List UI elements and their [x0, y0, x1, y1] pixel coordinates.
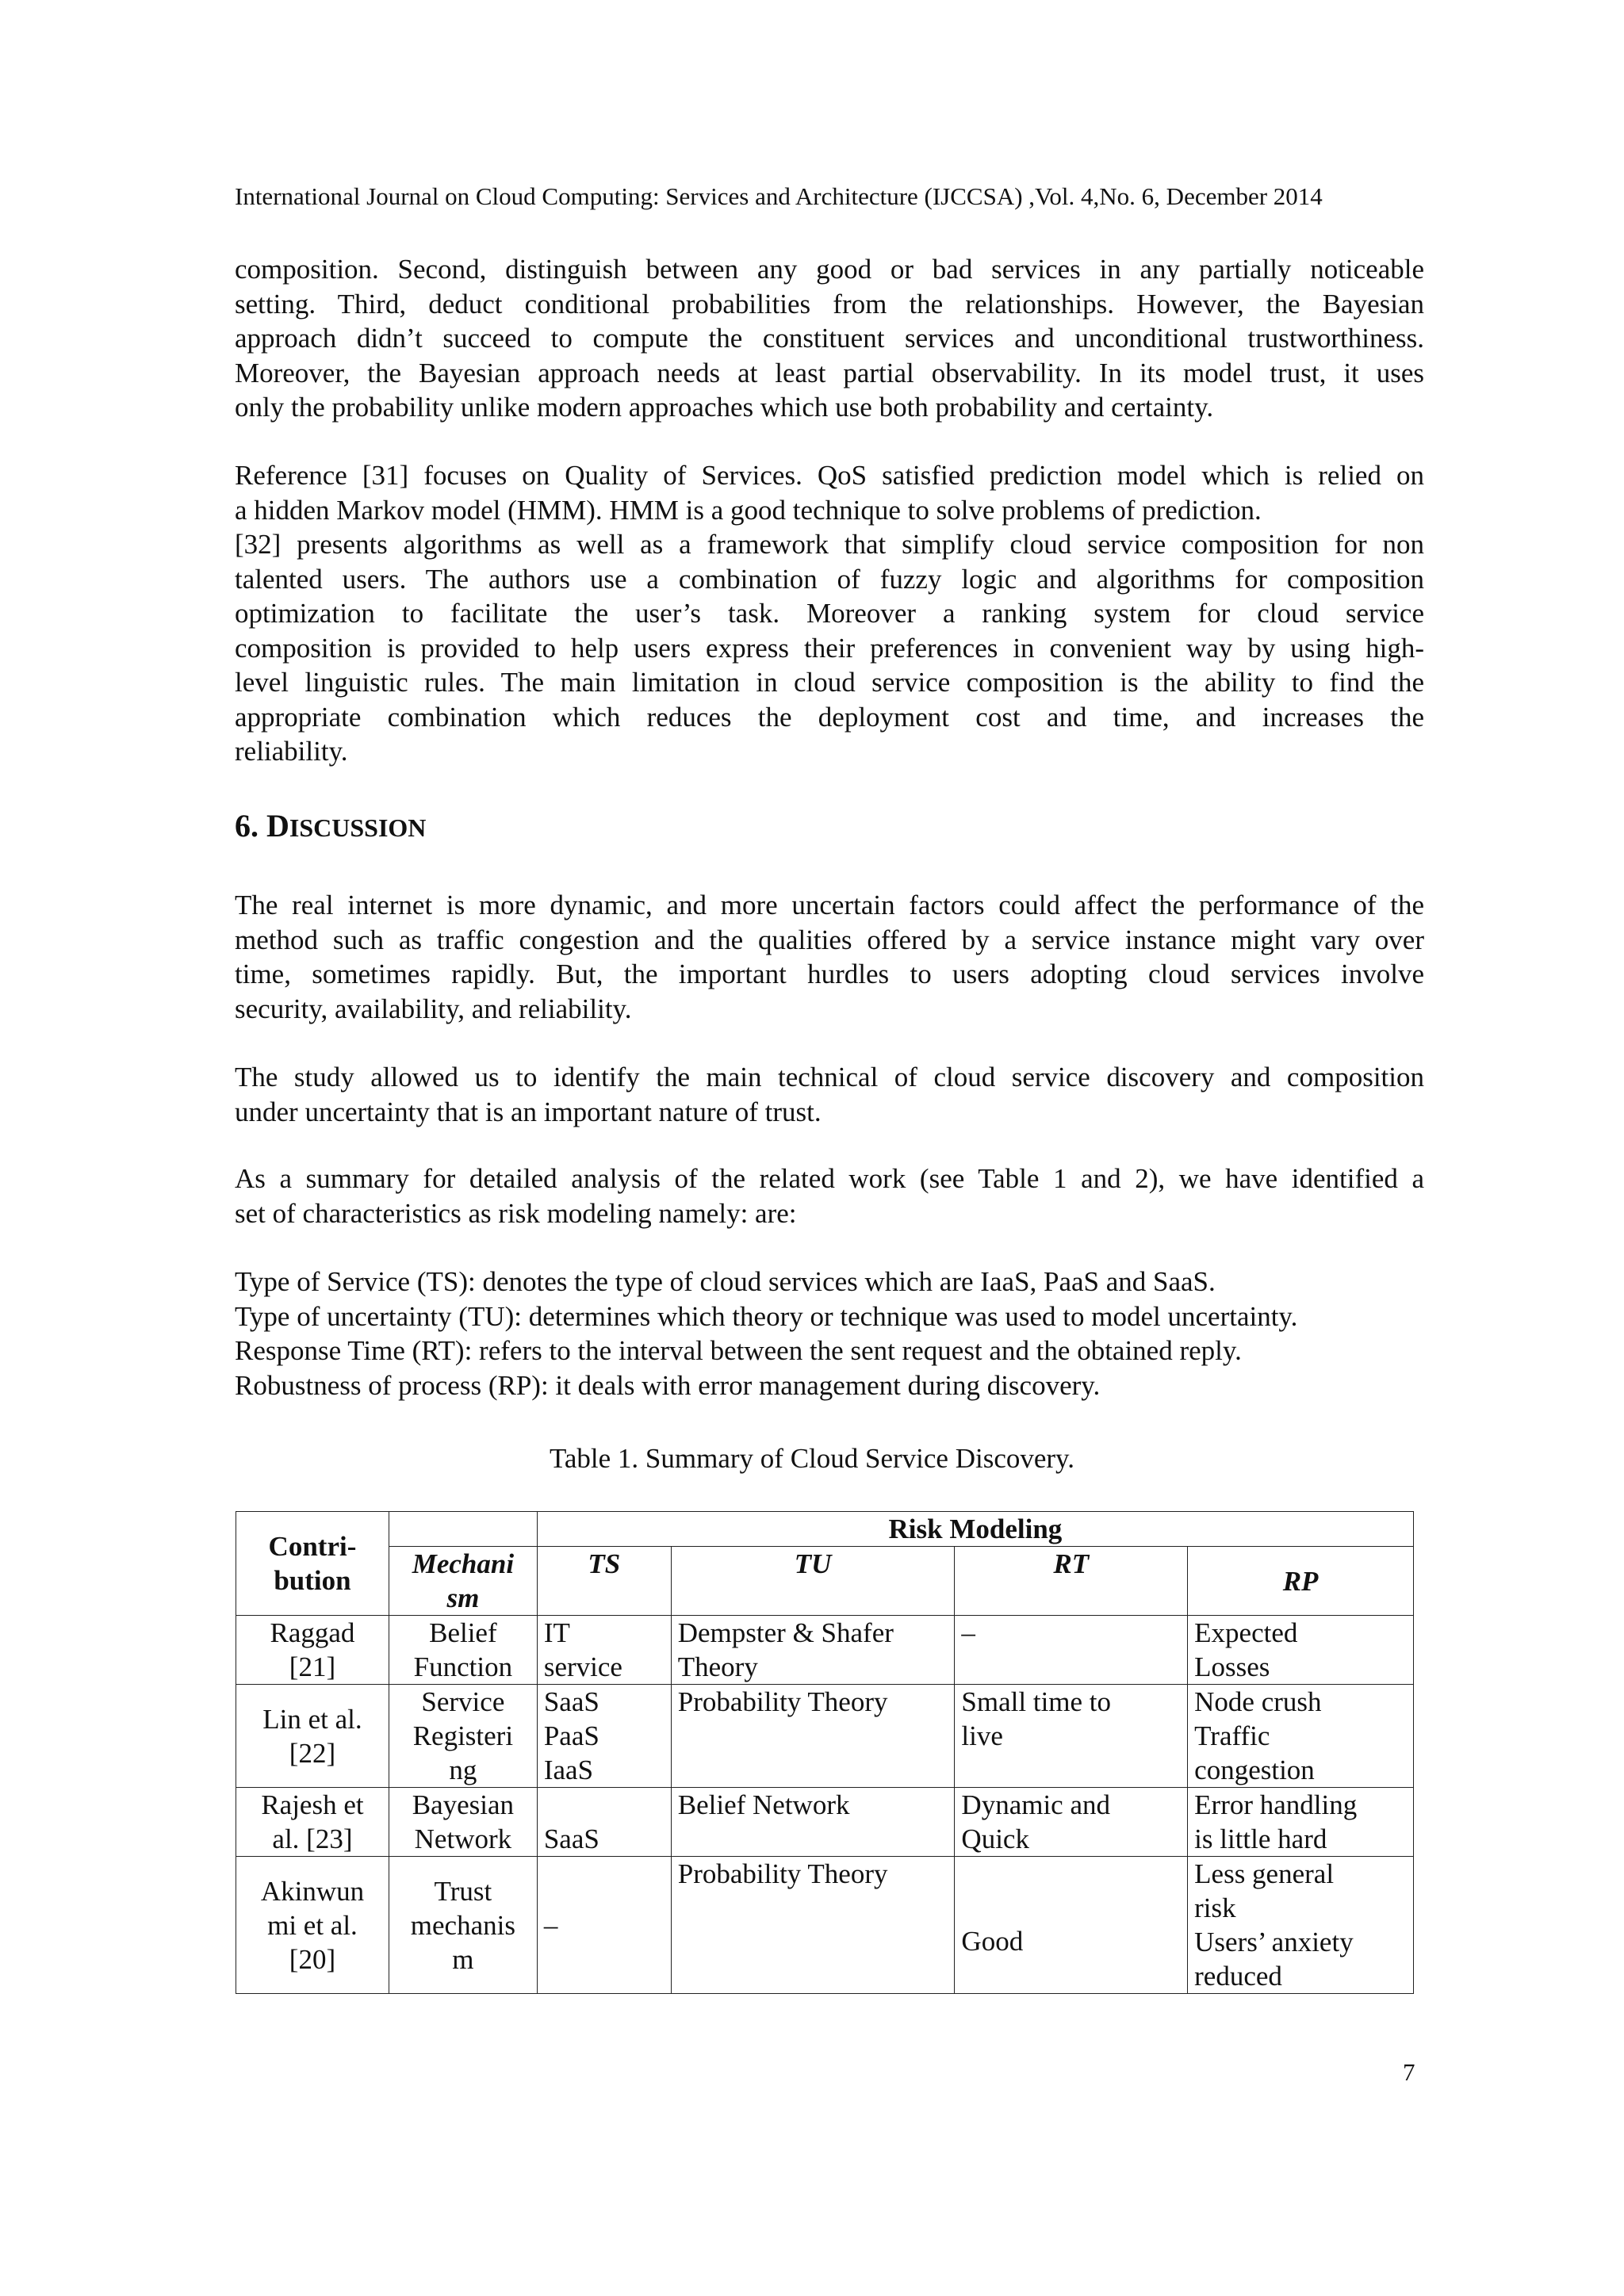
table-row: [236, 1685, 1414, 1788]
header-tu: TU: [671, 1547, 955, 1616]
cell-mechanism: Bayesian Network: [389, 1788, 537, 1857]
header-contribution: Contri- bution: [236, 1512, 389, 1616]
cell-contribution: Akinwun mi et al. [20]: [236, 1857, 389, 1994]
header-ts: TS: [537, 1547, 671, 1616]
section-heading: [235, 807, 426, 844]
cell-rt: Dynamic and Quick: [955, 1788, 1188, 1857]
header-rp: RP: [1188, 1547, 1414, 1616]
text-line: Reference [31] focuses on Quality of Services. QoS satisfied prediction model which is relied on: [235, 460, 1424, 491]
text-line: appropriate combination which reduces the deployment cost and time, and increases the: [235, 701, 1424, 733]
page-number: 7: [1403, 2058, 1415, 2086]
paragraph-5: [235, 1161, 1424, 1230]
text-line: talented users. The authors use a combination of fuzzy logic and algorithms for composition: [235, 563, 1424, 595]
section-number: 6. D: [235, 808, 289, 844]
cell-mechanism: Service Registeri ng: [389, 1685, 537, 1788]
cell-contribution: Lin et al. [22]: [236, 1685, 389, 1788]
cell-rt: Good: [955, 1857, 1188, 1994]
cell-mechanism: Belief Function: [389, 1616, 537, 1685]
text-line: a hidden Markov model (HMM). HMM is a good technique to solve problems of prediction.: [235, 494, 1262, 526]
definition-ts: Type of Service (TS): denotes the type of cloud services which are IaaS, PaaS and SaaS.: [235, 1266, 1216, 1297]
cell-contribution: Rajesh et al. [23]: [236, 1788, 389, 1857]
paragraph-3: [235, 888, 1424, 1026]
text-line: set of characteristics as risk modeling namely: are:: [235, 1197, 797, 1229]
section-title: ISCUSSION: [289, 813, 427, 842]
text-line: time, sometimes rapidly. But, the important hurdles to users adopting cloud services involve: [235, 959, 1424, 989]
cell-tu: Belief Network: [671, 1788, 955, 1857]
table-row: [236, 1857, 1414, 1994]
definition-rp: Robustness of process (RP): it deals with error management during discovery.: [235, 1369, 1101, 1401]
cell-rt: –: [955, 1616, 1188, 1685]
text-line: reliability.: [235, 736, 348, 767]
cell-contribution: Raggad [21]: [236, 1616, 389, 1685]
definitions-list: [235, 1265, 1424, 1402]
header-rt: RT: [955, 1547, 1188, 1616]
text-line: composition is provided to help users express their preferences in convenient way by using high-: [235, 632, 1424, 664]
running-header: International Journal on Cloud Computing: Services and Architecture (IJCCSA) ,Vol. 4,No. 6, December 2014: [235, 182, 1323, 210]
table-caption: Table 1. Summary of Cloud Service Discovery.: [549, 1443, 1075, 1474]
table-subheader-row: [236, 1547, 1414, 1616]
table-row: [236, 1616, 1414, 1685]
text-line: only the probability unlike modern approaches which use both probability and certainty.: [235, 392, 1214, 423]
header-risk-modeling: Risk Modeling: [537, 1512, 1413, 1547]
cell-tu: Probability Theory: [671, 1685, 955, 1788]
summary-table: [236, 1511, 1414, 1994]
cell-ts: SaaS PaaS IaaS: [537, 1685, 671, 1788]
text-line: Moreover, the Bayesian approach needs at least partial observability. In its model trust, it uses: [235, 357, 1424, 388]
cell-mechanism: Trust mechanis m: [389, 1857, 537, 1994]
paragraph-2: [235, 458, 1424, 769]
paragraph-4: [235, 1060, 1424, 1129]
cell-ts: IT service: [537, 1616, 671, 1685]
text-line: level linguistic rules. The main limitation in cloud service composition is the ability to find the: [235, 667, 1424, 698]
cell-tu: Probability Theory: [671, 1857, 955, 1994]
header-mechanism: Mechani sm: [389, 1547, 537, 1616]
text-line: approach didn’t succeed to compute the constituent services and unconditional trustworthiness.: [235, 323, 1424, 354]
text-line: setting. Third, deduct conditional probabilities from the relationships. However, the Bayesian: [235, 288, 1424, 320]
text-line: The real internet is more dynamic, and more uncertain factors could affect the performance of the: [235, 890, 1424, 920]
cell-rp: Node crush Traffic congestion: [1188, 1685, 1414, 1788]
cell-rp: Error handling is little hard: [1188, 1788, 1414, 1857]
text-line: method such as traffic congestion and the qualities offered by a service instance might vary over: [235, 924, 1424, 955]
text-line: composition. Second, distinguish between any good or bad services in any partially noticeable: [235, 254, 1424, 285]
paragraph-1: [235, 252, 1424, 425]
definition-rt: Response Time (RT): refers to the interval between the sent request and the obtained reply.: [235, 1335, 1242, 1366]
text-line: under uncertainty that is an important nature of trust.: [235, 1096, 822, 1127]
header-blank: [389, 1512, 537, 1547]
text-line: [32] presents algorithms as well as a framework that simplify cloud service composition for non: [235, 529, 1424, 560]
cell-rt: Small time to live: [955, 1685, 1188, 1788]
text-line: security, availability, and reliability.: [235, 993, 632, 1024]
cell-ts: SaaS: [537, 1788, 671, 1857]
text-line: optimization to facilitate the user’s task. Moreover a ranking system for cloud service: [235, 598, 1424, 629]
table-row: [236, 1788, 1414, 1857]
cell-ts: –: [537, 1857, 671, 1994]
table-header-row: [236, 1512, 1414, 1547]
cell-rp: Less general risk Users’ anxiety reduced: [1188, 1857, 1414, 1994]
cell-tu: Dempster & Shafer Theory: [671, 1616, 955, 1685]
text-line: As a summary for detailed analysis of the related work (see Table 1 and 2), we have identified a: [235, 1163, 1424, 1194]
cell-rp: Expected Losses: [1188, 1616, 1414, 1685]
text-line: The study allowed us to identify the main technical of cloud service discovery and composition: [235, 1062, 1424, 1093]
definition-tu: Type of uncertainty (TU): determines which theory or technique was used to model uncertainty.: [235, 1300, 1298, 1332]
